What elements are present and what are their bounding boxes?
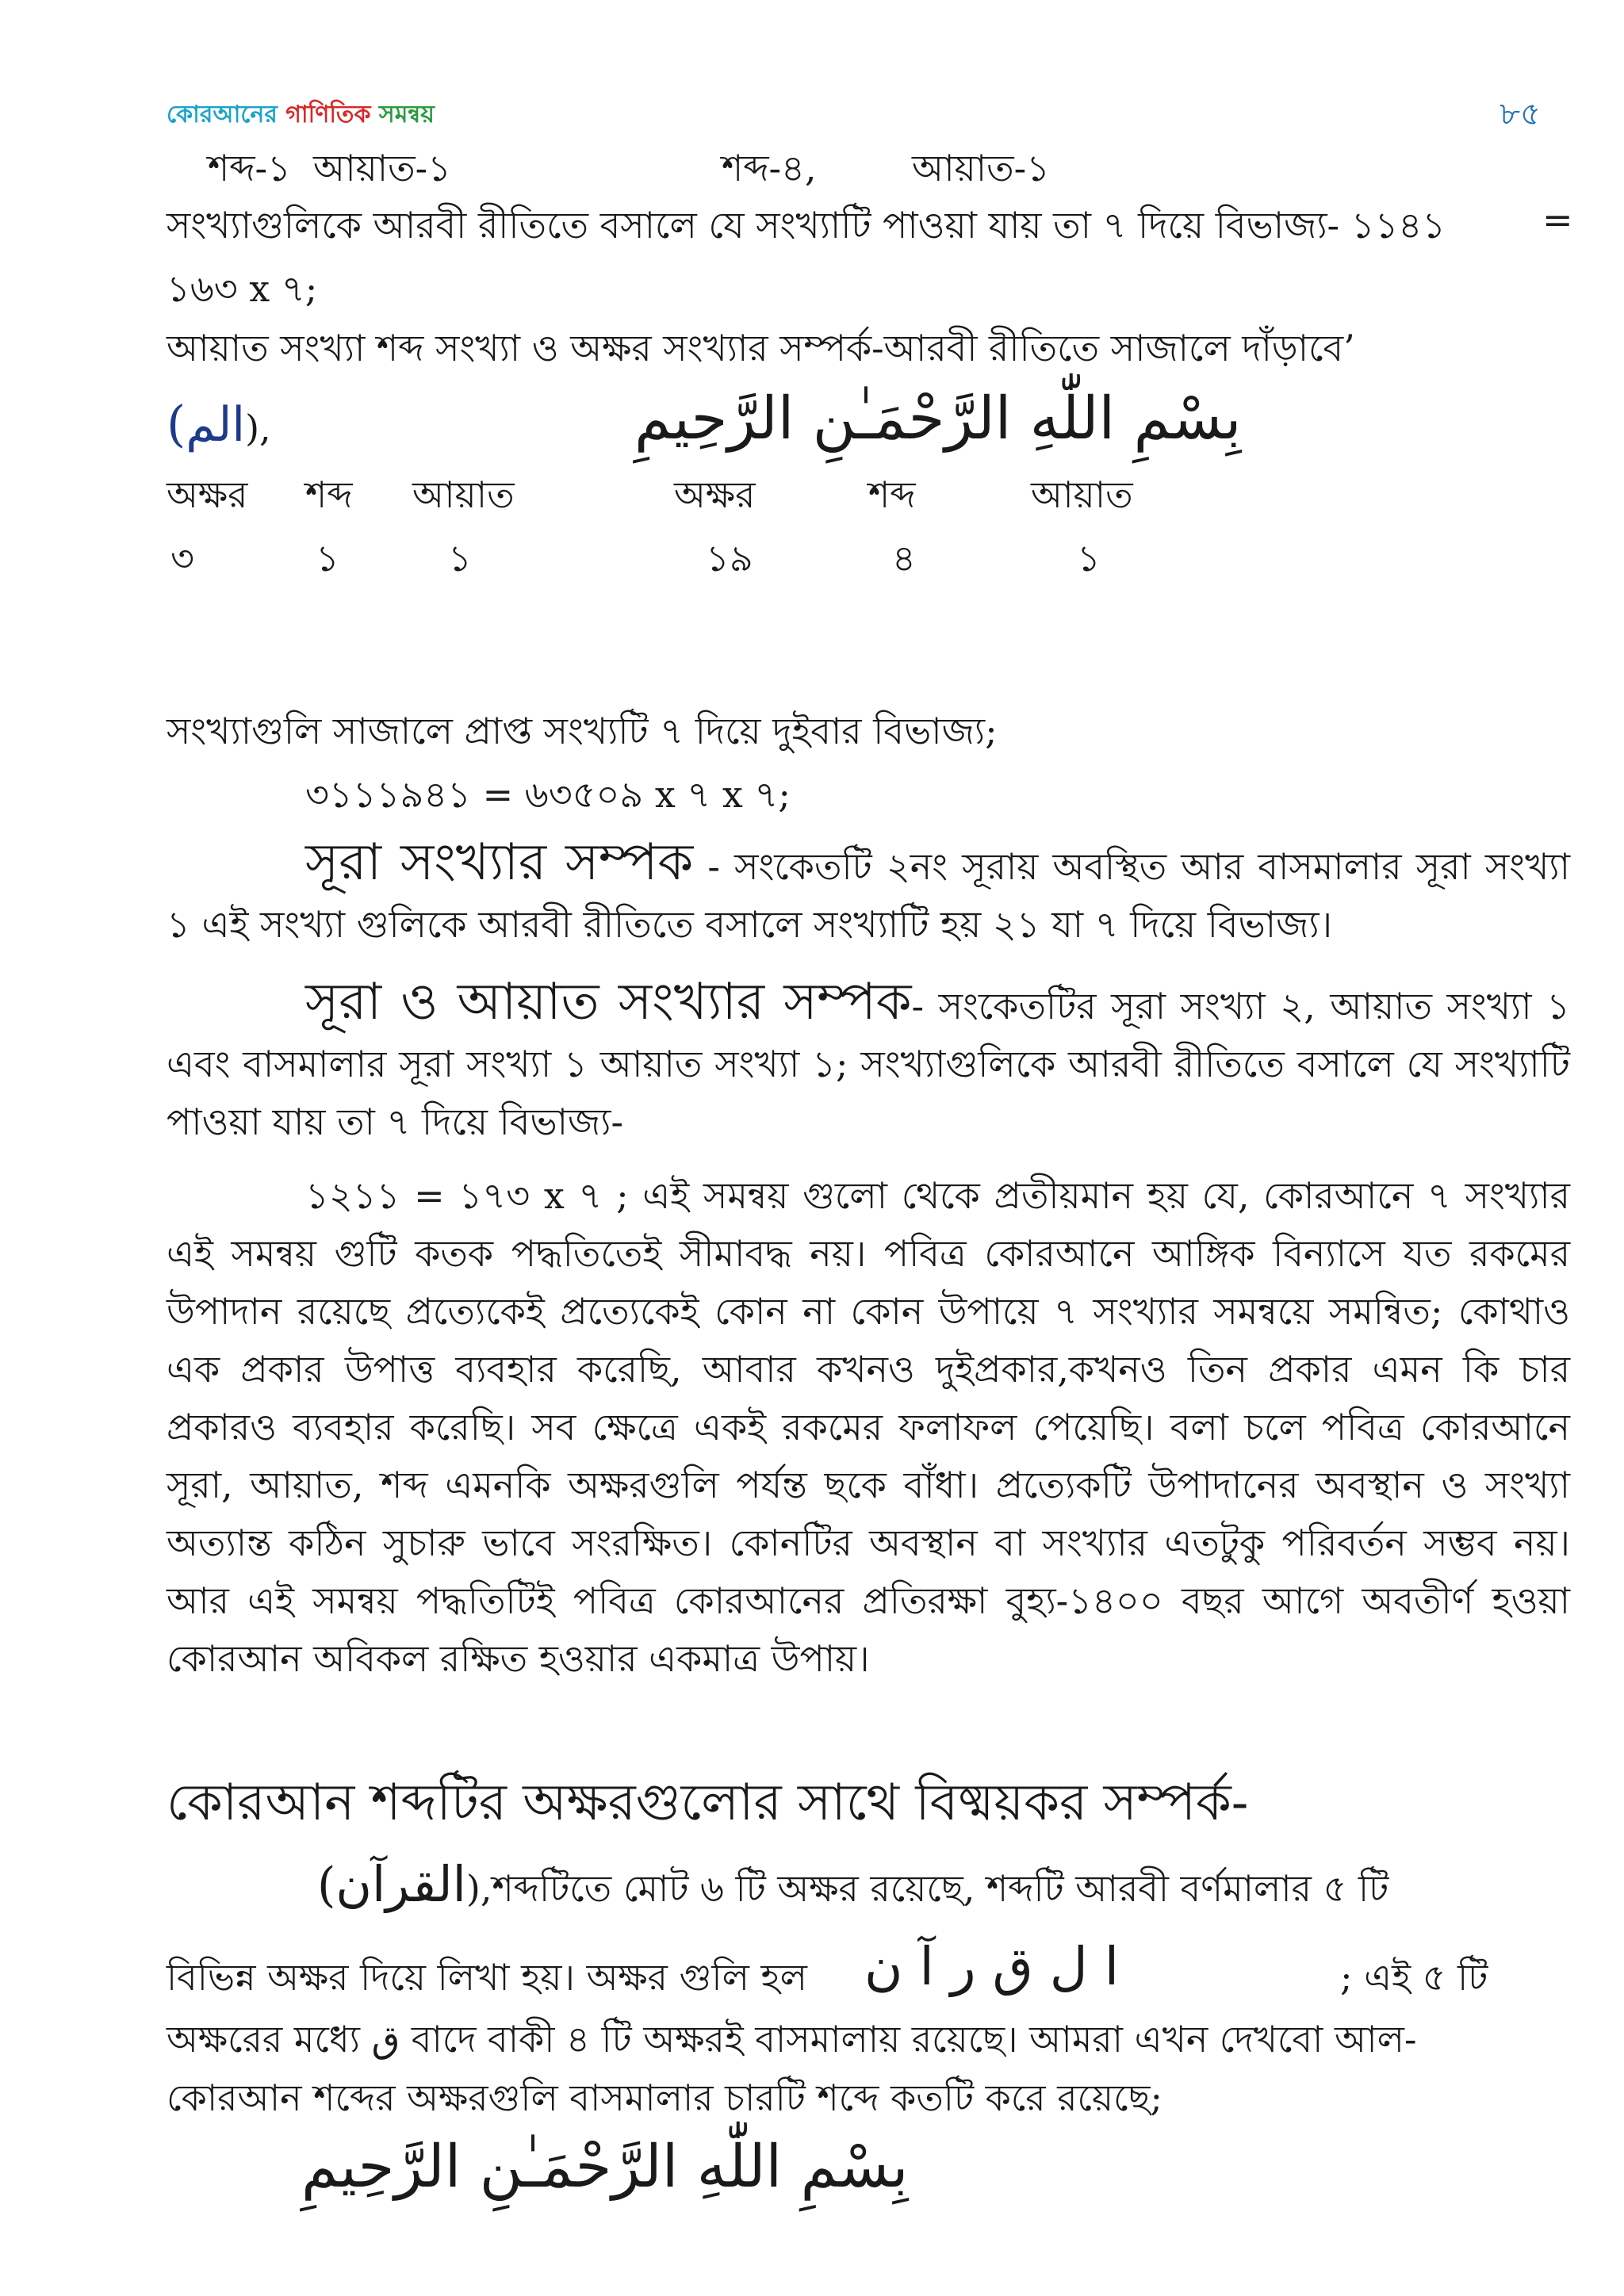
sura-ayat-relation-text: - সংকেতটির সূরা সংখ্যা ২, আয়াত সংখ্যা ১ এবং বাসমালার সূরা সংখ্যা ১ আয়াত সংখ্যা ১; সংখ্যাগুলিকে আরবী রীতিতে বসালে যে সংখ্যাটি পাওয়া যায় তা ৭ দিয়ে বিভাজ্য- (167, 985, 1570, 1143)
alm-paren-close: ), (245, 407, 271, 450)
header-title-part3: সমন্বয় (378, 101, 435, 128)
page-number: ৮৫ (1500, 96, 1541, 132)
sentence-divisible-cont: ১৬৩ x ৭; (167, 267, 318, 310)
table-left-header-letter: অক্ষর (167, 473, 248, 516)
qaf-line-a: অক্ষরের মধ্যে (167, 2018, 360, 2061)
arrangement-sentence: সংখ্যাগুলি সাজালে প্রাপ্ত সংখ্যটি ৭ দিয়ে দুইবার বিভাজ্য; (167, 710, 998, 752)
basmala-words-line: কোরআন শব্দের অক্ষরগুলি বাসমালার চারটি শব্দে কতটি করে রয়েছে; (167, 2076, 1162, 2119)
quran-word-paren-open: ( (317, 1858, 336, 1913)
header-title-part2: গাণিতিক (285, 101, 379, 128)
letters-line-end: ; এই ৫ টি (1340, 1956, 1488, 1999)
header-title-part1: কোরআনের (167, 101, 286, 128)
qaf-line-b: বাদে বাকী ৪ টি অক্ষরই বাসমালায় রয়েছে। আমরা এখন দেখবো আল- (411, 2018, 1417, 2061)
table-left-header-word: শব্দ (305, 473, 353, 516)
basmala-bottom: بِسْمِ اللّٰهِ الرَّحْمَـٰنِ الرَّحِيمِ (301, 2133, 909, 2201)
table-right-header-letter: অক্ষর (674, 473, 756, 516)
alm-paren-open: ( (167, 395, 186, 453)
table-left-value-letter: ৩ (170, 537, 194, 580)
quran-section-heading: কোরআন শব্দটির অক্ষরগুলোর সাথে বিষ্ময়কর সম্পর্ক- (167, 1774, 1249, 1832)
quran-word-line (317, 1855, 1388, 1922)
sura-relation-paragraph (167, 834, 1570, 954)
arabic-letters: ا ل ق ر آ ن (864, 1936, 1120, 1997)
alm-text: الم (186, 397, 246, 453)
main-paragraph-text: ১২১১ = ১৭৩ x ৭ ; এই সমন্বয় গুলো থেকে প্রতীয়মান হয় যে, কোরআনে ৭ সংখ্যার এই সমন্বয় গুটি কতক পদ্ধতিতেই সীমাবদ্ধ নয়। পবিত্র কোরআনে আঙ্গিক বিন্যাসে যত রকমের উপাদান রয়েছে প্রত্যেকেই প্রত্যেকেই কোন না কোন উপায়ে ৭ সংখ্যার সমন্বয়ে সমন্বিত; কোথাও এক প্রকার উপাত্ত ব্যবহার করেছি, আবার কখনও দুইপ্রকার,কখনও তিন প্রকার এমন কি চার প্রকারও ব্যবহার করেছি। সব ক্ষেত্রে একই রকমের ফলাফল পেয়েছি। বলা চলে পবিত্র কোরআনে সূরা, আয়াত, শব্দ এমনকি অক্ষরগুলি পর্যন্ত ছকে বাঁধা। প্রত্যেকটি উপাদানের অবস্থান ও সংখ্যা অত্যান্ত কঠিন সুচারু ভাবে সংরক্ষিত। কোনটির অবস্থান বা সংখ্যার এতটুকু পরিবর্তন সম্ভব নয়। আর এই সমন্বয় পদ্ধতিটিই পবিত্র কোরআনের প্রতিরক্ষা বুহ্য-১৪০০ বছর আগে অবতীর্ণ হওয়া কোরআন অবিকল রক্ষিত হওয়ার একমাত্র উপায়। (167, 1174, 1570, 1680)
ayat-count-1: আয়াত-১ (313, 147, 452, 189)
alm-group (167, 395, 271, 453)
running-header (167, 95, 435, 136)
table-right-value-letter: ১৯ (706, 537, 753, 580)
letters-intro: বিভিন্ন অক্ষর দিয়ে লিখা হয়। অক্ষর গুলি হল (167, 1956, 807, 1999)
sura-ayat-relation-title: সূরা ও আয়াত সংখ্যার সম্পক (305, 973, 912, 1031)
main-paragraph (167, 1167, 1570, 1688)
letters-line (167, 1950, 807, 2011)
equals-sign: = (1542, 198, 1573, 241)
qaf-letter: ق (371, 2018, 400, 2061)
sura-relation-title: সূরা সংখ্যার সম্পক (305, 833, 694, 892)
ayat-count-2: আয়াত-১ (912, 147, 1051, 189)
word-count-1: শব্দ-১ (208, 147, 291, 189)
sura-ayat-relation-paragraph (167, 974, 1570, 1151)
quran-word-arabic: القرآن (335, 1855, 466, 1913)
sura-relation-text: - সংকেতটি ২নং সূরায় অবস্থিত আর বাসমালার সূরা সংখ্যা ১ এই সংখ্যা গুলিকে আরবী রীতিতে বসালে সংখ্যাটি হয় ২১ যা ৭ দিয়ে বিভাজ্য। (167, 845, 1570, 946)
table-right-header-word: শব্দ (868, 473, 916, 516)
quran-word-paren-close: ), (465, 1867, 492, 1910)
sentence-divisible: সংখ্যাগুলিকে আরবী রীতিতে বসালে যে সংখ্যাটি পাওয়া যায় তা ৭ দিয়ে বিভাজ্য- ১১৪১ (167, 204, 1446, 247)
qaf-line (167, 2012, 1416, 2072)
double-divisible-equation: ৩১১১৯৪১ = ৬৩৫০৯ x ৭ x ৭; (305, 773, 791, 816)
table-left-header-ayat: আয়াত (412, 473, 515, 516)
quran-word-line1: শব্দটিতে মোট ৬ টি অক্ষর রয়েছে, শব্দটি আরবী বর্ণমালার ৫ টি (492, 1867, 1389, 1910)
word-count-2: শব্দ-৪, (722, 147, 817, 189)
basmala-top: بِسْمِ اللّٰهِ الرَّحْمَـٰنِ الرَّحِيمِ (634, 385, 1242, 453)
table-right-header-ayat: আয়াত (1031, 473, 1133, 516)
sentence-relation: আয়াত সংখ্যা শব্দ সংখ্যা ও অক্ষর সংখ্যার সম্পর্ক-আরবী রীতিতে সাজালে দাঁড়াবে’ (167, 327, 1355, 369)
table-right-value-ayat: ১ (1077, 537, 1101, 580)
table-right-value-word: ৪ (892, 537, 916, 580)
table-left-value-ayat: ১ (448, 537, 472, 580)
table-left-value-word: ১ (316, 537, 339, 580)
